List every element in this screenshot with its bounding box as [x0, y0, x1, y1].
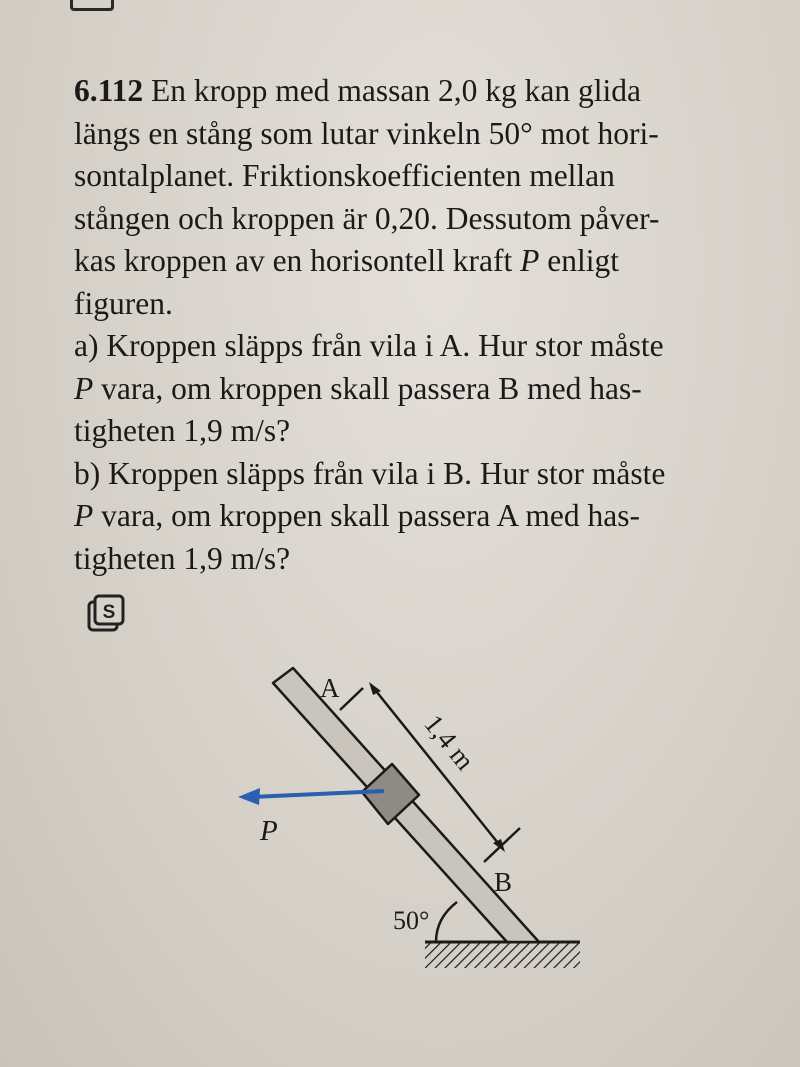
dimension-tick-a	[340, 688, 363, 710]
problem-text	[74, 70, 734, 580]
solution-icon-letter: S	[102, 602, 116, 623]
point-b-label: B	[494, 867, 513, 897]
page-corner-mark	[70, 0, 114, 11]
force-label: P	[260, 815, 278, 847]
problem-intro: 6.112 En kropp med massan 2,0 kg kan glida längs en stång som lutar vinkeln 50° mot hori- sontalplanet. Friktionskoefficienten mellan stången och kroppen är 0,20. Dessutom påver- kas kroppen av en horisontell kraft P enligt figuren.	[74, 73, 660, 321]
angle-label: 50°	[393, 906, 430, 935]
problem-number: 6.112	[74, 73, 144, 108]
incline-figure	[0, 640, 800, 1000]
problem-part-b: b) Kroppen släpps från vila i B. Hur stor måste P vara, om kroppen skall passera A med has- tigheten 1,9 m/s?	[74, 455, 666, 576]
point-a-label: A	[320, 673, 340, 703]
ground-hatch	[425, 942, 580, 968]
solution-icon[interactable]	[86, 594, 126, 634]
angle-arc	[436, 902, 457, 942]
force-arrowhead	[238, 788, 260, 805]
problem-part-a: a) Kroppen släpps från vila i A. Hur stor måste P vara, om kroppen skall passera B med has- tigheten 1,9 m/s?	[74, 328, 664, 448]
length-label: 1,4 m	[418, 708, 481, 776]
